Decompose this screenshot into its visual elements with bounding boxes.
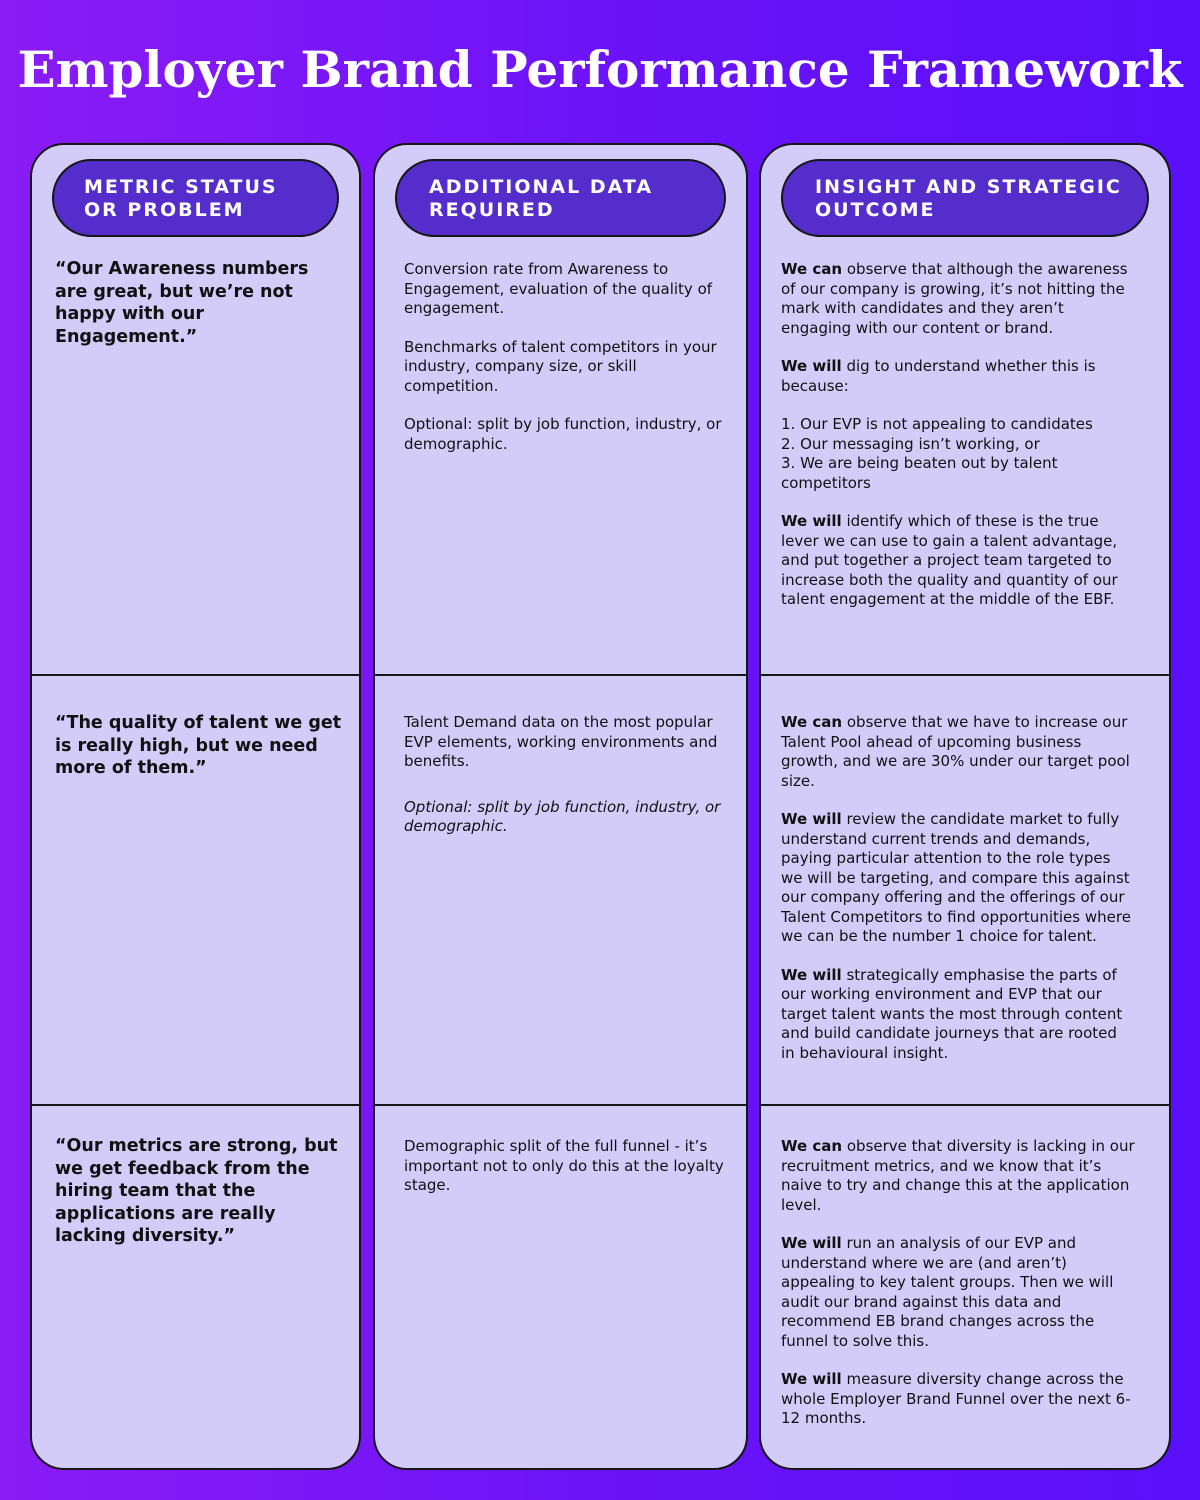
- problem-row-2: “The quality of talent we get is really high, but we need more of them.”: [55, 713, 342, 778]
- problem-row-3: “Our metrics are strong, but we get feedback from the hiring team that the applications are really lacking diversity.”: [55, 1136, 338, 1246]
- page-title: Employer Brand Performance Framework: [17, 40, 1183, 99]
- data-item: Optional: split by job function, industry, or demographic.: [404, 415, 722, 453]
- data-row-3: [404, 1137, 726, 1215]
- header-additional-data: ADDITIONAL DATA REQUIRED: [395, 159, 726, 237]
- data-item-optional: Optional: split by job function, industry, or demographic.: [404, 797, 721, 835]
- column-additional-data: [373, 143, 748, 1470]
- data-item: Talent Demand data on the most popular EVP elements, working environments and benefits.: [404, 713, 718, 770]
- list-item: 3. We are being beaten out by talent competitors: [781, 454, 1058, 492]
- insight-lead: We will: [781, 357, 842, 375]
- insight-row-3: We can observe that diversity is lacking in our recruitment metrics, and we know that it’s naive to try and change this at the application level. We will run an analysis of our EVP and understand where we are (and aren’t) appealing to key talent groups. Then we will audit our brand against this data and recommend EB brand changes across the funnel to solve this. We will measure diversity change across the whole Employer Brand Funnel over the next 6-12 months.: [781, 1137, 1135, 1427]
- data-row-1: [404, 260, 726, 473]
- row-divider: [375, 674, 746, 676]
- insight-row-2: We can observe that we have to increase our Talent Pool ahead of upcoming business growth, and we are 30% under our target pool size. We will review the candidate market to fully understand current trends and demands, paying particular attention to the role types we will be targeting, and compare this against our company offering and the offerings of our Talent Competitors to find opportunities where we can be the number 1 choice for talent. We will strategically emphasise the parts of our working environment and EVP that our target talent wants the most through content and build candidate journeys that are rooted in behavioural insight.: [781, 713, 1131, 1062]
- data-row-2: [404, 713, 726, 856]
- data-item: Conversion rate from Awareness to Engagement, evaluation of the quality of engagement.: [404, 260, 713, 317]
- insight-row-1: We can observe that although the awareness of our company is growing, it’s not hitting the mark with candidates and they aren’t engaging with our content or brand. We will dig to understand whether this is because: 1. Our EVP is not appealing to candidates 2. Our messaging isn’t working, or 3. We are being beaten out by talent competitors We will identify which of these is the true lever we can use to gain a talent advantage, and put together a project team targeted to increase both the quality and quantity of our talent engagement at the middle of the EBF.: [781, 260, 1135, 629]
- row-divider: [761, 674, 1169, 676]
- insight-lead: We will: [781, 810, 842, 828]
- row-divider: [375, 1104, 746, 1106]
- list-item: 2. Our messaging isn’t working, or: [781, 434, 1040, 453]
- reason-list: [781, 415, 1135, 493]
- header-metric-status: METRIC STATUS OR PROBLEM: [52, 159, 339, 237]
- insight-lead: We will: [781, 965, 842, 984]
- row-divider: [32, 674, 359, 676]
- insight-lead: We will: [781, 512, 842, 530]
- problem-row-1: “Our Awareness numbers are great, but we’re not happy with our Engagement.”: [55, 259, 309, 347]
- insight-lead: We can: [781, 713, 843, 731]
- row-divider: [32, 1104, 359, 1106]
- header-insight-outcome: INSIGHT AND STRATEGIC OUTCOME: [781, 159, 1149, 237]
- data-item: Demographic split of the full funnel - it’s important not to only do this at the loyalty stage.: [404, 1137, 724, 1194]
- data-item: Benchmarks of talent competitors in your industry, company size, or skill competition.: [404, 337, 717, 395]
- insight-lead: We will: [781, 1370, 842, 1388]
- insight-lead: We will: [781, 1234, 842, 1252]
- column-insight-outcome: [759, 143, 1171, 1470]
- column-metric-status: [30, 143, 361, 1470]
- row-divider: [761, 1104, 1169, 1106]
- insight-lead: We can: [781, 1137, 843, 1155]
- list-item: 1. Our EVP is not appealing to candidates: [781, 415, 1093, 433]
- insight-lead: We can: [781, 260, 843, 278]
